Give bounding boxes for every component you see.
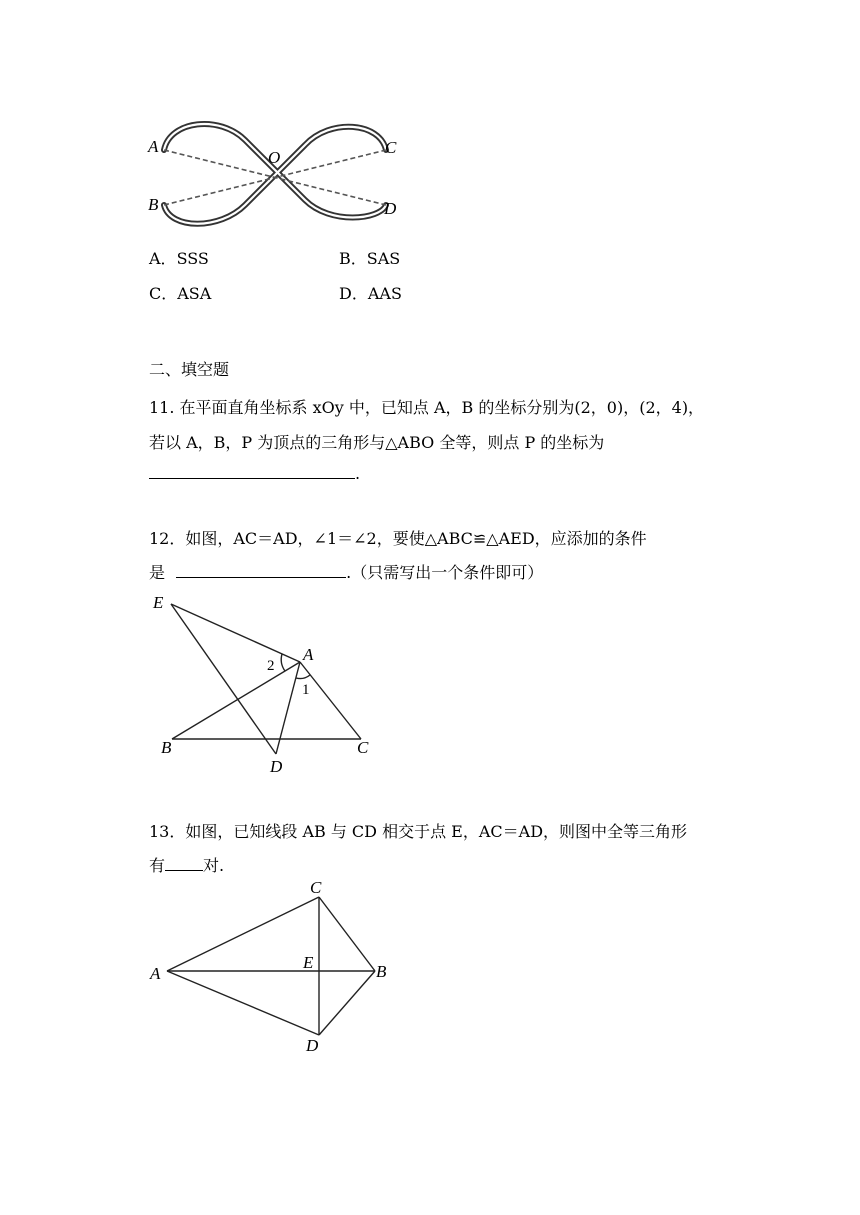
q13-line-1: 13．如图，已知线段 AB 与 CD 相交于点 E，AC＝AD，则图中全等三角形: [149, 822, 688, 841]
q12-label-b: B: [161, 738, 172, 757]
segment-ac: [300, 662, 361, 739]
q11-answer-line[interactable]: [149, 462, 360, 483]
q13-line-2: [149, 853, 224, 876]
segment-ad: [276, 662, 300, 754]
q11-answer-blank[interactable]: [149, 462, 355, 479]
segment-db: [319, 971, 375, 1035]
q10-label-a: A: [148, 137, 159, 156]
q12-label-c: C: [357, 738, 369, 757]
q11-line-2: 若以 A，B，P 为顶点的三角形与△ABO 全等，则点 P 的坐标为: [149, 433, 605, 452]
q10-figure: [140, 110, 410, 240]
q10-label-c: C: [385, 138, 397, 157]
q12-line-1: 12．如图，AC＝AD，∠1＝∠2，要使△ABC≌△AED，应添加的条件: [149, 529, 647, 548]
q13-line-2-head: 有: [149, 856, 166, 875]
option-b-text: SAS: [366, 249, 401, 268]
q11-line-3-tail: .: [355, 464, 361, 483]
q12-label-d: D: [270, 757, 283, 775]
segment-ea: [171, 604, 300, 662]
segment-ed: [171, 604, 276, 754]
q12-line-2: [149, 560, 543, 583]
q12-label-a: A: [303, 645, 314, 664]
segment-ab: [172, 662, 300, 739]
option-d-text: AAS: [367, 284, 402, 303]
q12-line-2-head: 是: [149, 563, 166, 582]
q12-label-angle-2: 2: [267, 658, 275, 674]
option-c-letter: C．: [149, 284, 178, 303]
option-c[interactable]: [149, 281, 211, 304]
q11-line-1: 11. 在平面直角坐标系 xOy 中，已知点 A，B 的坐标分别为(2，0)，(2，4)，: [149, 398, 705, 417]
option-d[interactable]: [339, 281, 402, 304]
q12-answer-blank[interactable]: [176, 561, 346, 578]
option-a[interactable]: [149, 246, 209, 269]
q13-answer-blank[interactable]: [165, 854, 203, 871]
angle-2-arc: [281, 654, 285, 671]
q12-label-e: E: [153, 593, 164, 612]
q13-label-e: E: [303, 953, 314, 972]
q13-line-2-tail: 对.: [203, 856, 225, 875]
angle-1-arc: [296, 675, 310, 679]
q10-label-b: B: [148, 195, 159, 214]
segment-ac: [167, 897, 319, 971]
option-b[interactable]: [339, 246, 400, 269]
q13-label-a: A: [150, 964, 161, 983]
option-b-letter: B．: [339, 249, 367, 268]
section-title: 二、填空题: [149, 360, 230, 379]
q12-figure: [145, 590, 385, 775]
q12-line-2-tail: .（只需写出一个条件即可）: [346, 563, 544, 582]
option-d-letter: D．: [339, 284, 368, 303]
option-c-text: ASA: [177, 284, 212, 303]
q10-label-o: O: [268, 148, 281, 167]
q13-label-c: C: [310, 878, 322, 897]
q13-label-b: B: [376, 962, 387, 981]
segment-ad: [167, 971, 319, 1035]
segment-cb: [319, 897, 375, 971]
q12-label-angle-1: 1: [302, 682, 310, 698]
q10-label-d: D: [384, 199, 397, 218]
q13-figure: [145, 875, 395, 1060]
q13-label-d: D: [306, 1036, 319, 1055]
option-a-letter: A．: [149, 249, 177, 268]
option-a-text: SSS: [176, 249, 209, 268]
